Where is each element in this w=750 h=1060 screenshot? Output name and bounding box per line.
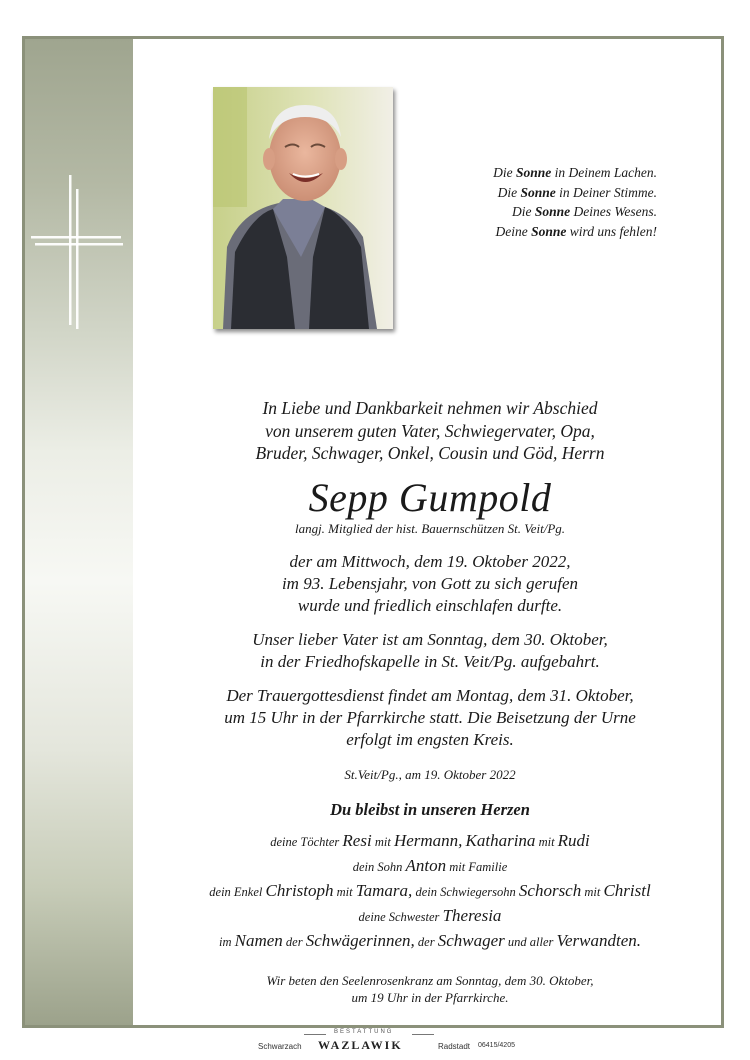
footer-divider	[412, 1034, 434, 1035]
footer-location-right: Radstadt	[438, 1042, 471, 1051]
para-line: erfolgt im engsten Kreis.	[346, 729, 514, 749]
para-line: wurde und friedlich einschlafen durfte.	[297, 595, 563, 615]
intro-line: Bruder, Schwager, Onkel, Cousin und Göd, Herrn	[255, 443, 605, 463]
viewing-paragraph	[133, 629, 727, 673]
cross-icon	[25, 39, 133, 339]
family-line-relatives: im Namen der Schwägerinnen, der Schwager und aller Verwandten.	[218, 930, 642, 950]
motto: Du bleibst in unseren Herzen	[330, 799, 530, 819]
obituary-text	[133, 397, 727, 1006]
family-line-grandson: dein Enkel Christoph mit Tamara, dein Schwiegersohn Schorsch mit Christl	[209, 880, 651, 900]
intro-line: In Liebe und Dankbarkeit nehmen wir Abschied	[262, 398, 598, 418]
death-paragraph	[133, 551, 727, 617]
family-line-son: dein Sohn Anton mit Familie	[352, 855, 508, 875]
family-list	[133, 829, 727, 954]
intro-line: von unserem guten Vater, Schwiegervater, Opa,	[265, 420, 595, 441]
para-line: der am Mittwoch, dem 19. Oktober 2022,	[289, 551, 571, 571]
para-line: Unser lieber Vater ist am Sonntag, dem 30. Oktober,	[252, 629, 608, 649]
poem-line: Deine Sonne wird uns fehlen!	[495, 223, 657, 239]
membership-note: langj. Mitglied der hist. Bauernschützen St. Veit/Pg.	[294, 520, 566, 536]
deceased-name: Sepp Gumpold	[308, 474, 552, 520]
para-line: in der Friedhofskapelle in St. Veit/Pg. aufgebahrt.	[260, 651, 600, 671]
footer-logo-top: BESTATTUNG	[334, 1029, 394, 1035]
footer-phone: 06415/4205	[478, 1042, 515, 1049]
side-strip	[25, 39, 133, 1025]
poem-line: Die Sonne in Deiner Stimme.	[497, 184, 657, 200]
place-date: St.Veit/Pg., am 19. Oktober 2022	[344, 766, 516, 782]
intro	[133, 397, 727, 465]
footer	[0, 1030, 750, 1060]
family-line-sister: deine Schwester Theresia	[358, 905, 502, 925]
footer-location-left: Schwarzach	[258, 1042, 302, 1051]
family-line-daughters: deine Töchter Resi mit Hermann, Katharina mit Rudi	[270, 830, 590, 850]
footer-divider	[304, 1034, 326, 1035]
poem-line: Die Sonne Deines Wesens.	[511, 204, 657, 219]
card-frame	[22, 36, 724, 1028]
para-line: im 93. Lebensjahr, von Gott zu sich gerufen	[281, 573, 579, 593]
portrait-photo	[213, 87, 393, 329]
funeral-home-logo: WAZLAWIK	[318, 1038, 403, 1052]
poem-line: Die Sonne in Deinem Lachen.	[493, 165, 657, 180]
rosary-note	[133, 972, 727, 1006]
rosary-line: Wir beten den Seelenrosenkranz am Sonntag, dem 30. Oktober,	[266, 972, 594, 988]
service-paragraph	[133, 685, 727, 751]
para-line: um 15 Uhr in der Pfarrkirche statt. Die Beisetzung der Urne	[224, 707, 636, 727]
rosary-line: um 19 Uhr in der Pfarrkirche.	[351, 989, 509, 1005]
poem	[417, 163, 657, 241]
para-line: Der Trauergottesdienst findet am Montag, dem 31. Oktober,	[226, 685, 634, 705]
